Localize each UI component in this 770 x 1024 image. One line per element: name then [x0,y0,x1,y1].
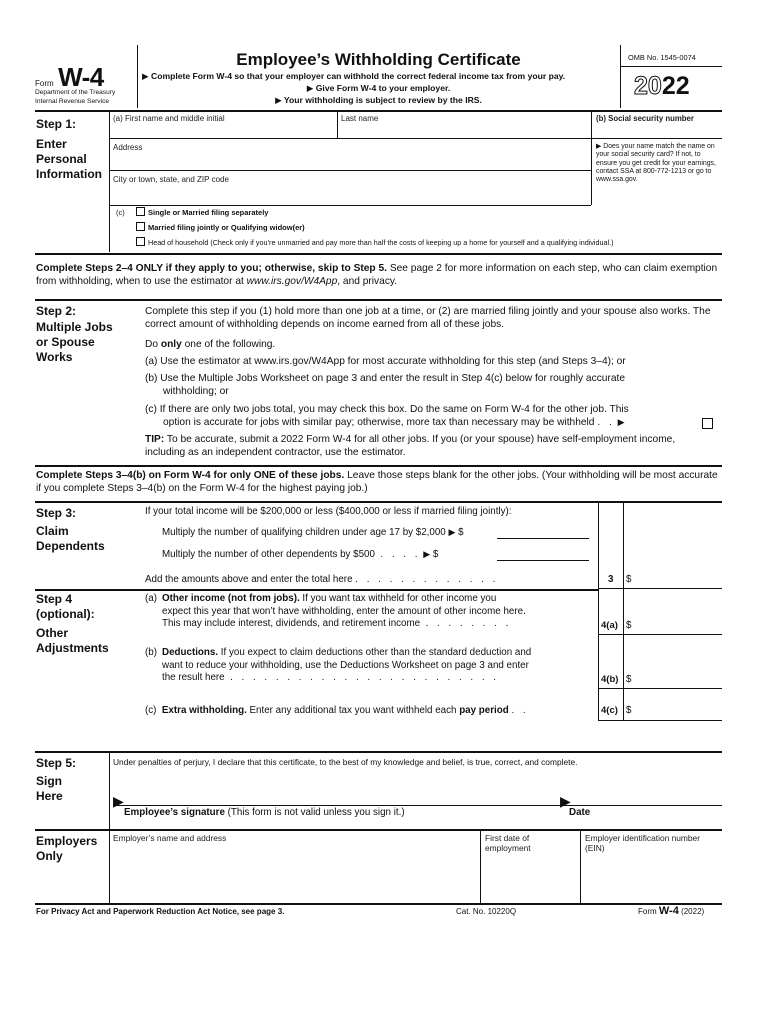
privacy-notice: For Privacy Act and Paperwork Reduction Act Notice, see page 3. [36,907,285,916]
first-name-label: (a) First name and middle initial [113,114,225,123]
last-name-label: Last name [341,114,379,123]
ssn-note: ▶ Does your name match the name on your social security card? If not, to ensure you get credit for your earnings, contact SSA at 800-772-1213 or go to www.ssa.gov. [596,143,716,184]
dept-line2: Internal Revenue Service [35,98,110,105]
line-3-number: 3 [608,574,614,585]
step5-label: Step 5: [36,756,77,770]
first-name-input[interactable] [110,124,336,137]
line-4b-amount-input[interactable] [634,672,722,688]
date-label: Date [569,807,591,818]
checkbox-icon[interactable] [136,207,145,216]
filing-status-prefix: (c) [116,208,125,217]
step3-dependents-line: Multiply the number of other dependents by $500 . . . . ▶ $ [162,549,439,560]
signature-input[interactable] [118,790,556,804]
checkbox-icon[interactable] [136,237,145,246]
address-label: Address [113,143,143,152]
date-arrow-icon: ▶ [560,793,571,809]
step4-title: Other Adjustments [36,626,109,655]
dept-line1: Department of the Treasury [35,89,116,96]
tax-year-bold: 22 [661,72,690,100]
step2-option-a: (a) Use the estimator at www.irs.gov/W4App for most accurate withholding for this step (and Steps 3–4); or [145,356,626,367]
instruction-2: ▶ Give Form W-4 to your employer. [306,83,451,93]
step2-option-b-line2: withholding; or [163,386,229,397]
employers-only-title: Employers Only [36,834,98,863]
omb-number: OMB No. 1545-0074 [628,53,696,62]
step3-total-line: Add the amounts above and enter the total here . . . . . . . . . . . . . [145,574,499,585]
step4a-text: Other income (not from jobs). If you want tax withheld for other income you expect this year that won’t have withholding, enter the amount of other income here. This may include interest, dividends, and retirement income . . . . . . . . [162,593,526,629]
line-3-dollar: $ [626,574,632,585]
instruction-3: ▶ Your withholding is subject to review by the IRS. [275,95,482,105]
footer-form-name: Form W-4 (2022) [638,905,705,917]
tax-year [634,72,690,101]
step4a-prefix: (a) [145,593,157,604]
last-name-input[interactable] [338,124,590,137]
step4b-text: Deductions. If you expect to claim deductions other than the standard deduction and want to reduce your withholding, use the Deductions Worksheet on page 3 and enter the result here . . . . . . . . . . . . . . . . . . . . . . . . [162,647,532,683]
step4-label: Step 4 (optional): [36,592,95,621]
filing-option-head-household[interactable]: Head of household (Check only if you’re unmarried and pay more than half the costs of keeping up a home for yourself and a qualifying individual.) [136,237,613,247]
step2-label: Step 2: [36,304,77,318]
filing-option-married-jointly[interactable]: Married filing jointly or Qualifying widow(er) [136,222,305,232]
city-label: City or town, state, and ZIP code [113,175,229,184]
filing-option-single[interactable]: Single or Married filing separately [136,207,268,217]
step3-children-line: Multiply the number of qualifying children under age 17 by $2,000 ▶ $ [162,527,464,538]
form-prefix: Form [35,79,54,88]
dependents-amount-input[interactable] [497,548,589,561]
step4b-prefix: (b) [145,647,157,658]
line-4a-amount-input[interactable] [634,618,722,634]
first-date-input[interactable] [481,860,579,902]
step1-label: Step 1: [36,117,77,131]
perjury-statement: Under penalties of perjury, I declare that this certificate, to the best of my knowledge and belief, is true, correct, and complete. [113,757,578,767]
address-input[interactable] [110,153,590,169]
step4c-text: (c) Extra withholding. Enter any additional tax you want withheld each pay period . . [145,705,529,716]
tax-year-outline: 20 [634,72,662,100]
line-4a-dollar: $ [626,620,632,631]
signature-arrow-icon: ▶ [113,793,124,809]
form-name: W-4 [58,62,104,92]
step2-option-c-line1: (c) If there are only two jobs total, you may check this box. Do the same on Form W-4 for the other job. This [145,404,629,415]
note-steps-3-4: Complete Steps 3–4(b) on Form W-4 for only ONE of these jobs. Leave those steps blank for the other jobs. (Your withholding will be most accurate if you complete Steps 3–4(b) on the Form W-4 for the highest paying job.) [36,470,718,495]
step2-do-only: Do only one of the following. [145,339,276,350]
line-3-amount-input[interactable] [634,571,722,587]
ssn-label: (b) Social security number [596,114,694,123]
step2-option-b-line1: (b) Use the Multiple Jobs Worksheet on page 3 and enter the result in Step 4(c) below for roughly accurate [145,373,626,384]
step3-intro: If your total income will be $200,000 or less ($400,000 or less if married filing jointly): [145,506,512,517]
first-date-label: First date of employment [485,833,531,854]
two-jobs-checkbox[interactable] [702,418,713,429]
signature-label: Employee’s signature (This form is not valid unless you sign it.) [124,807,405,818]
line-4b-number: 4(b) [601,674,619,685]
checkbox-icon[interactable] [136,222,145,231]
city-input[interactable] [110,185,590,204]
date-input[interactable] [566,790,722,804]
step2-intro: Complete this step if you (1) hold more than one job at a time, or (2) are married filing jointly and your spouse also works. The correct amount of withholding depends on income earned from all of these jobs. [145,306,711,331]
employer-name-label: Employer’s name and address [113,833,227,843]
note-steps-2-4: Complete Steps 2–4 ONLY if they apply to you; otherwise, skip to Step 5. See page 2 for more information on each step, who can claim exemption from withholding, when to use the estimator at www.irs.gov/W4App, and privacy. [36,263,718,288]
catalog-number: Cat. No. 10220Q [456,907,517,916]
ein-label: Employer identification number (EIN) [585,833,700,854]
line-4a-number: 4(a) [601,620,618,631]
step3-label: Step 3: [36,506,77,520]
step2-title: Multiple Jobs or Spouse Works [36,320,113,364]
form-title: Employee’s Withholding Certificate [236,50,521,69]
ein-input[interactable] [581,860,722,902]
step2-tip: TIP: To be accurate, submit a 2022 Form W-4 for all other jobs. If you (or your spouse) have self-employment income, including as an independent contractor, use the estimator. [145,434,676,459]
line-4c-number: 4(c) [601,705,618,716]
line-4c-dollar: $ [626,705,632,716]
step3-title: Claim Dependents [36,524,105,553]
ssn-input[interactable] [592,124,722,137]
step1-title: Enter Personal Information [36,137,102,181]
line-4c-amount-input[interactable] [634,703,722,719]
instruction-1: ▶ Complete Form W-4 so that your employer can withhold the correct federal income tax from your pay. [142,71,566,81]
line-4b-dollar: $ [626,674,632,685]
step2-option-c-line2: option is accurate for jobs with similar pay; otherwise, more tax than necessary may be withheld . . ▶ [163,417,625,428]
children-amount-input[interactable] [497,526,589,539]
employer-name-input[interactable] [110,846,479,902]
step5-title: Sign Here [36,774,63,803]
